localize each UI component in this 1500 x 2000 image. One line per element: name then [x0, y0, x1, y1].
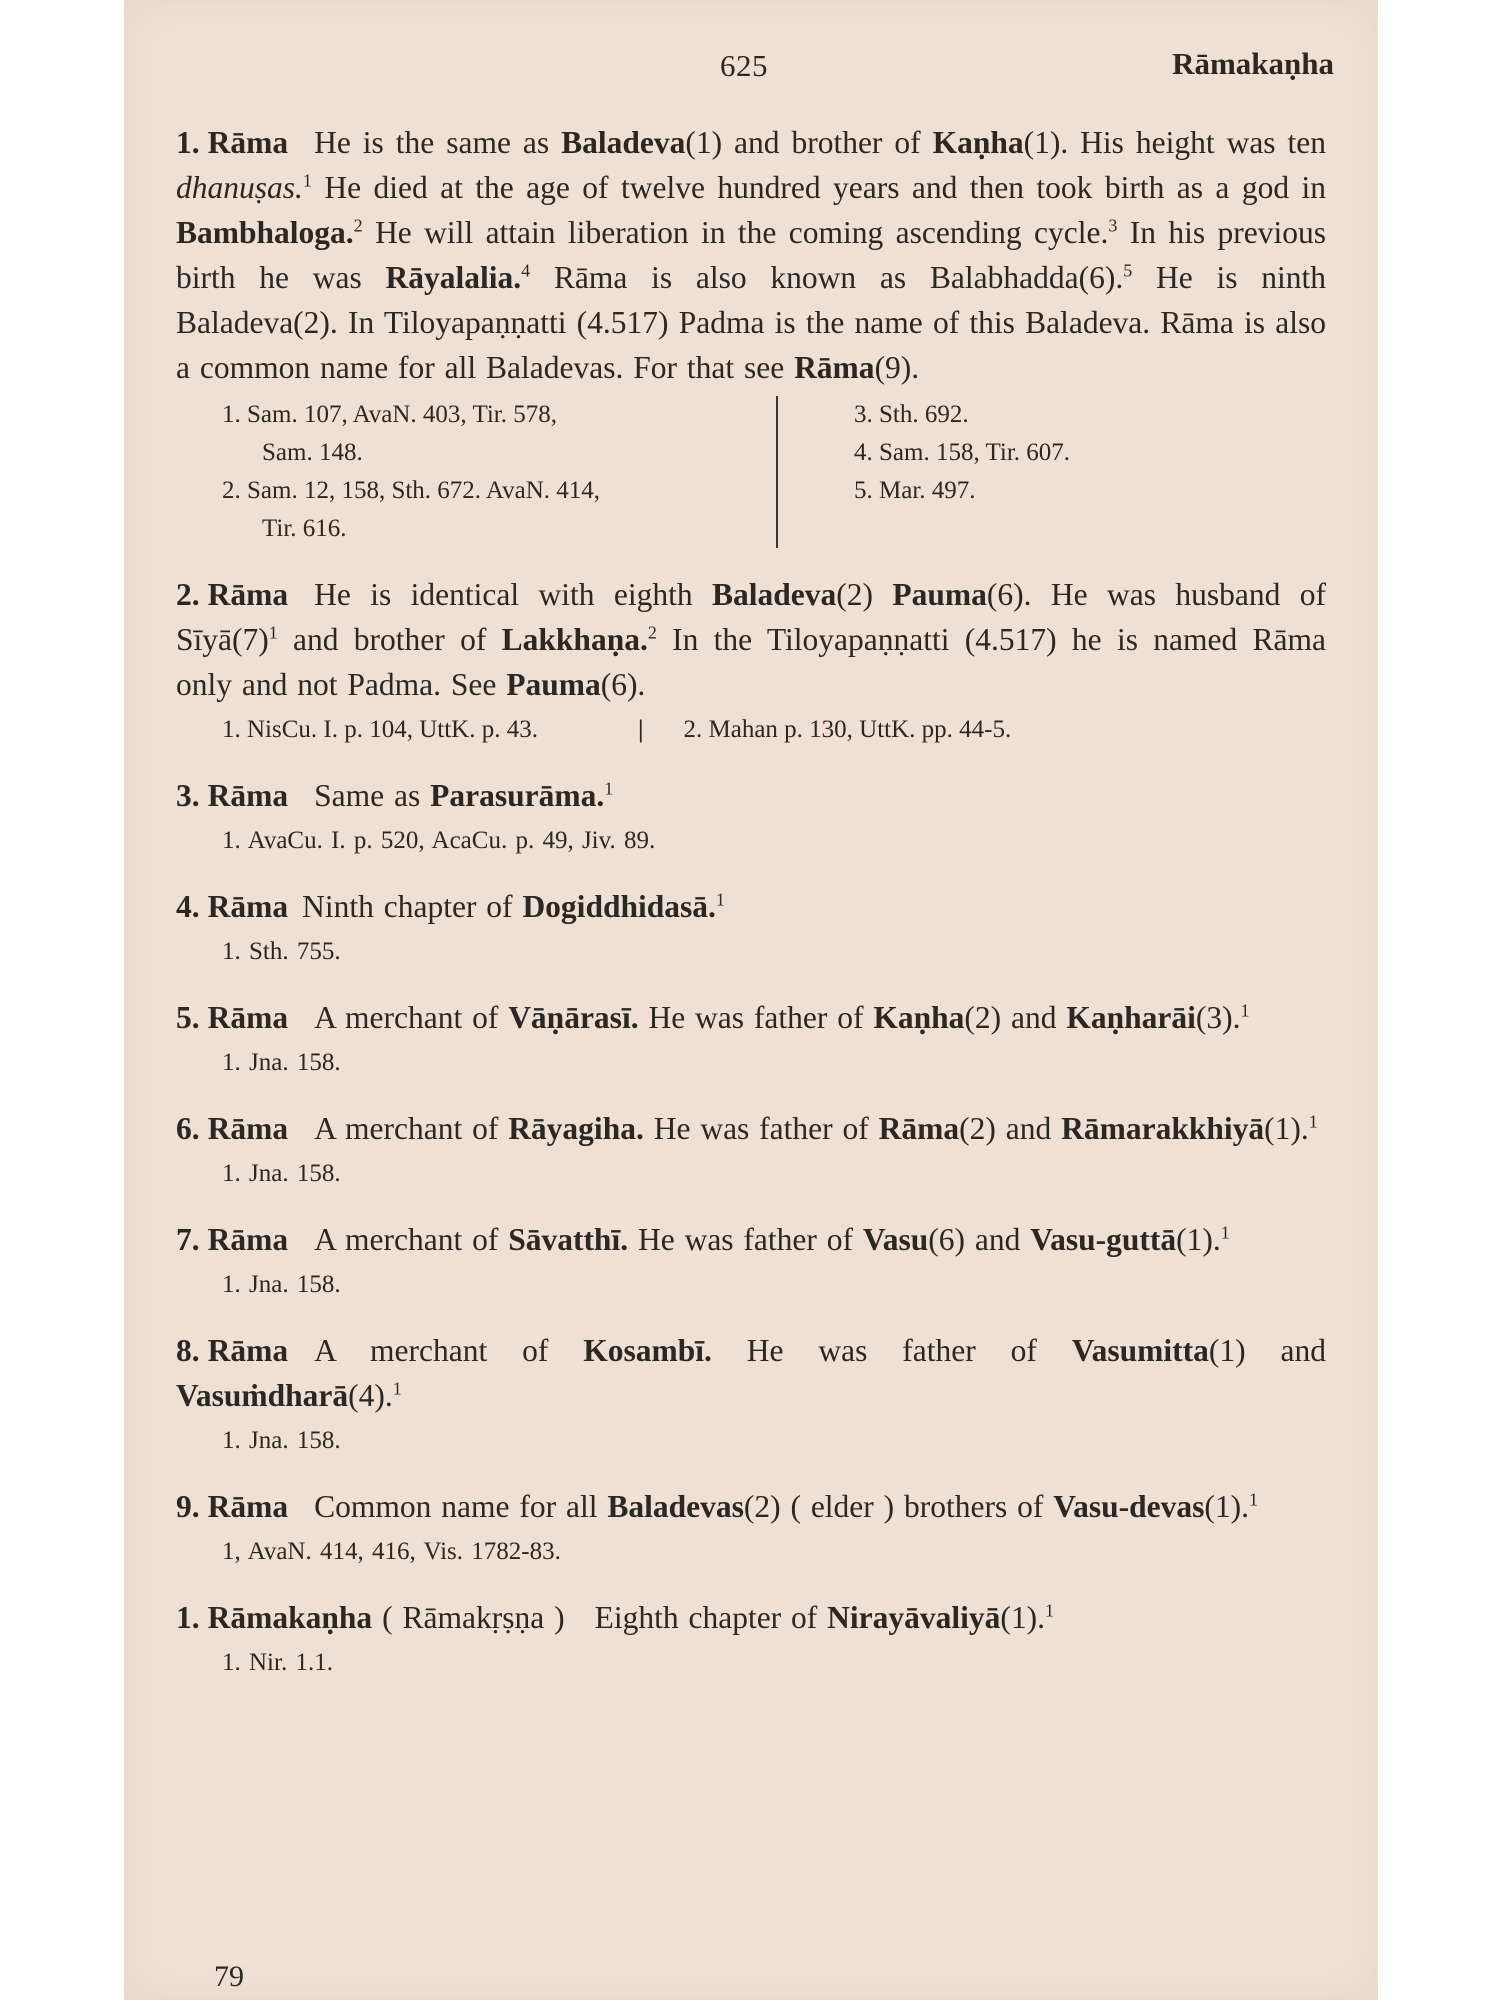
entry-headword: Rāma [207, 125, 289, 160]
entry-rama-1 [176, 120, 1326, 548]
entry-number: 1. [176, 125, 200, 160]
footnote-references: 1. NisCu. I. p. 104, UttK. p. 43. | 2. Mahan p. 130, UttK. pp. 44-5. [222, 716, 1012, 743]
entry-rama-6: 6. Rāma A merchant of Rāyagiha. He was father of Rāma(2) and Rāmarakkhiyā(1).$^1$ 1. Jna. 158. [176, 1106, 1326, 1193]
dictionary-entries [176, 120, 1326, 1706]
footnote-column-right: 3. Sth. 692. 4. Sam. 158, Tir. 607. 5. Mar. 497. [854, 401, 1071, 504]
entry-text: 2. Rāma He is identical with eighth Baladeva(2) Pauma(6). He was husband of $Sīyā(7)^1$ and brother of Lakkhaṇa.$^2$ In the Tiloyapaṇṇatti (4.517) he is named Rāma only and not Padma. See Pauma(6). [176, 577, 1327, 702]
entry-rama-9: 9. Rāma Common name for all Baladevas(2) ( elder ) brothers of Vasu-devas(1).$^1$ 1, AvaN. 414, 416, Vis. 1782-83. [176, 1484, 1326, 1571]
footnote-references: 1, AvaN. 414, 416, Vis. 1782-83. [222, 1538, 561, 1565]
entry-rama-2 [176, 572, 1326, 749]
running-head: Rāmakaṇha [1172, 46, 1334, 81]
entry-rama-3: 3. Rāma Same as Parasurāma.$^1$ 1. AvaCu. I. p. 520, AcaCu. p. 49, Jiv. 89. [176, 773, 1326, 860]
entry-rama-4: 4. Rāma Ninth chapter of Dogiddhidasā.$^1$ 1. Sth. 755. [176, 884, 1326, 971]
entry-ramakanha-1: 1. Rāmakaṇha ( Rāmakṛṣṇa ) Eighth chapter of Nirayāvaliyā(1).$^1$ 1. Nir. 1.1. [176, 1595, 1326, 1682]
footer-page-number: 79 [214, 1960, 244, 1993]
footnote-references: 1. Jna. 158. [222, 1427, 341, 1454]
footnote-references: 1. Jna. 158. [222, 1271, 341, 1298]
entry-text: 1. Rāma He is the same as Baladeva(1) and brother of Kaṇha(1). His height was ten dhanuṣas.$^1$ He died at the age of twelve hundred years and then took birth as a god in Bambhaloga.$^2$ He will attain liberation in the coming ascending cycle.$^3$ In his previous birth he was Rāyalalia.$^4$ Rāma is also known as Balabhadda(6).$^5$ He is ninth Baladeva(2). In Tiloyapaṇṇatti (4.517) Padma is the name of this Baladeva. Rāma is also a common name for all Baladevas. For that see Rāma(9). [176, 125, 1327, 385]
footnote-references: 1. Nir. 1.1. [222, 1649, 333, 1676]
footnote-references: 1. Sth. 755. [222, 938, 341, 965]
footnote-references: 1. Jna. 158. [222, 1049, 341, 1076]
page-number: 625 [720, 48, 768, 83]
footnote-references [222, 396, 1326, 548]
footnote-references: 1. Jna. 158. [222, 1160, 341, 1187]
entry-rama-8: 8. Rāma A merchant of Kosambī. He was father of Vasumitta(1) and Vasuṁdharā(4).$^1$ 1. Jna. 158. [176, 1328, 1326, 1460]
entry-rama-5: 5. Rāma A merchant of Vāṇārasī. He was father of Kaṇha(2) and Kaṇharāi(3).$^1$ 1. Jna. 158. [176, 995, 1326, 1082]
footnote-column-left: 1. Sam. 107, AvaN. 403, Tir. 578, Sam. 148. 2. Sam. 12, 158, Sth. 672. AvaN. 414, Tir. 616. [222, 396, 778, 548]
entry-rama-7: 7. Rāma A merchant of Sāvatthī. He was father of Vasu(6) and Vasu-guttā(1).$^1$ 1. Jna. 158. [176, 1217, 1326, 1304]
footnote-references: 1. AvaCu. I. p. 520, AcaCu. p. 49, Jiv. 89. [222, 827, 656, 854]
book-page [124, 0, 1378, 2000]
